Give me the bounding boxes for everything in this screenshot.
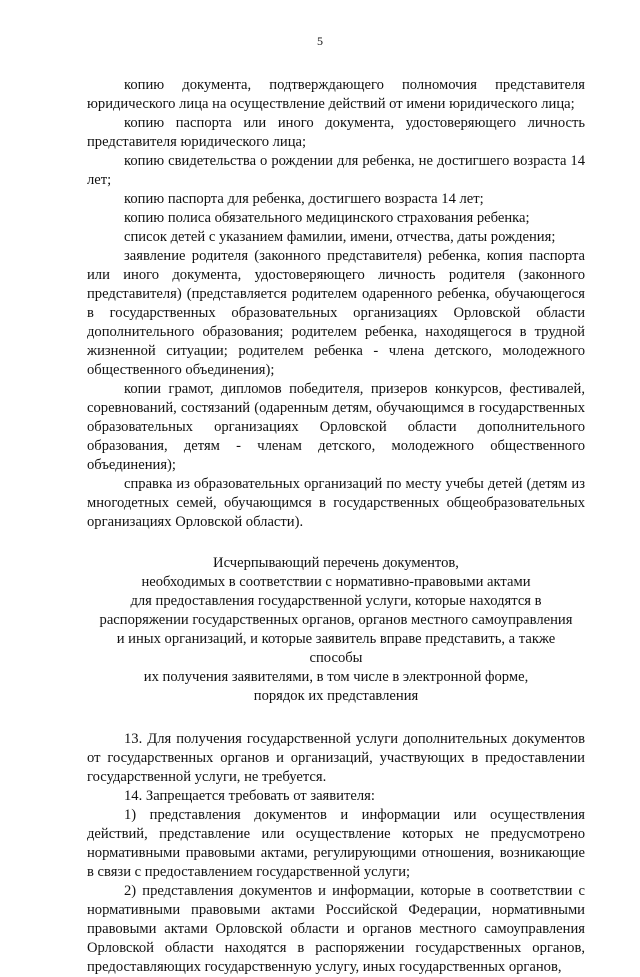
paragraph: копию паспорта или иного документа, удостоверяющего личность представителя юридического лица;	[87, 115, 585, 150]
document-body	[87, 76, 585, 977]
paragraph: 2) представления документов и информации, которые в соответствии с нормативными правовыми актами Российской Федерации, нормативными правовыми актами Орловской области и органов местного самоуправления Орловской области находятся в распоряжении государственных органов, предоставляющих государственную услугу, иных государственных органов,	[87, 883, 585, 975]
paragraph: 13. Для получения государственной услуги дополнительных документов от государственных органов и организаций, участвующих в предоставлении государственной услуги, не требуется.	[87, 731, 585, 785]
paragraph: заявление родителя (законного представителя) ребенка, копия паспорта или иного документа, удостоверяющего личность родителя (законного представителя) (представляется родителем одаренного ребенка, обучающегося в государственных образовательных организациях Орловской области дополнительного образования; родителем ребенка, находящегося в трудной жизненной ситуации; родителем ребенка - члена детского, молодежного общественного объединения);	[87, 248, 585, 378]
paragraph: справка из образовательных организаций по месту учебы детей (детям из многодетных семей, обучающимся в государственных общеобразовательных организациях Орловской области).	[87, 476, 585, 530]
paragraph: 14. Запрещается требовать от заявителя:	[124, 788, 375, 804]
section-heading: Исчерпывающий перечень документов, необходимых в соответствии с нормативно-правовыми актами для предоставления государственной услуги, которые находятся в распоряжении государственных органов, органов местного самоуправления и иных организаций, и которые заявитель вправе представить, а также способы их получения заявителями, в том числе в электронной форме, порядок их представления	[99, 555, 573, 704]
page-number: 5	[317, 34, 323, 48]
paragraph: список детей с указанием фамилии, имени, отчества, даты рождения;	[124, 229, 556, 245]
paragraph: копии грамот, дипломов победителя, призеров конкурсов, фестивалей, соревнований, состязаний (одаренным детям, обучающимся в государственных образовательных организациях Орловской области дополнительного образования, детям - членам детского, молодежного общественного объединения);	[87, 381, 585, 473]
paragraph: копию полиса обязательного медицинского страхования ребенка;	[124, 210, 530, 226]
paragraph: 1) представления документов и информации или осуществления действий, представление или осуществление которых не предусмотрено нормативными правовыми актами, регулирующими отношения, возникающие в связи с предоставлением государственной услуги;	[87, 807, 585, 880]
paragraph: копию паспорта для ребенка, достигшего возраста 14 лет;	[124, 191, 484, 207]
paragraph: копию документа, подтверждающего полномочия представителя юридического лица на осуществление действий от имени юридического лица;	[87, 77, 585, 112]
paragraph: копию свидетельства о рождении для ребенка, не достигшего возраста 14 лет;	[87, 153, 585, 188]
